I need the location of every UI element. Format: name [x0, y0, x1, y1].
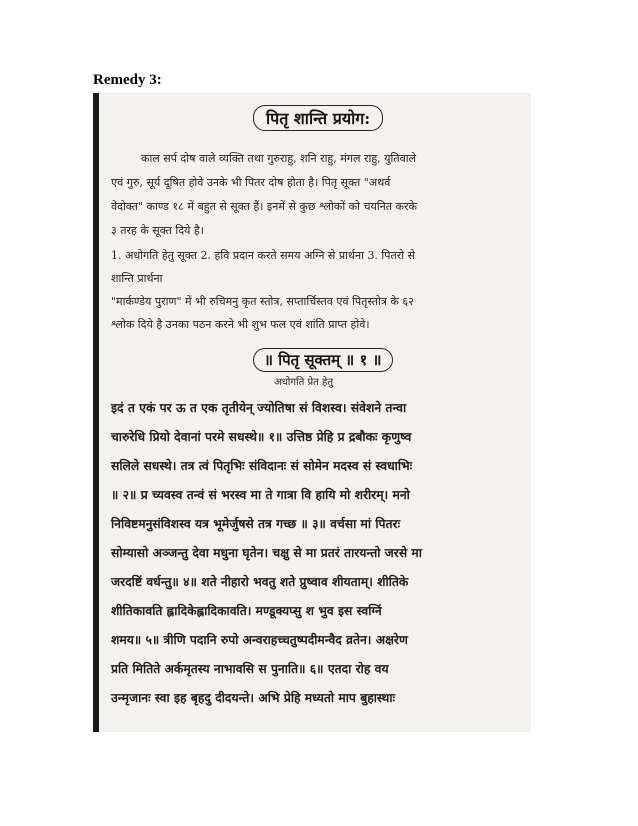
intro-line: एवं गुरु, सूर्य दूषित होवे उनके भी पितर दोष होता है। पितृ सूक्त "अथर्व [111, 176, 391, 189]
verse-line: सलिले सधस्थे। तत्र त्वं पितृभिः संविदानः सं सोमेन मदस्व सं स्वधाभिः [111, 458, 413, 473]
verse-line: शीतिकावति ह्लादिकेह्लादिकावति। मण्डूक्यप्सु श भुव इस स्वग्निं [111, 603, 382, 618]
verse-line: इदं त एकं पर ऊ त एक तृतीयेन् ज्योतिषा सं विशस्व। संवेशने तन्वा [111, 400, 407, 415]
intro-line: श्लोक दिये है उनका पठन करने भी शुभ फल एवं शांति प्राप्त होवे। [111, 318, 370, 331]
intro-line: काल सर्प दोष वाले व्यक्ति तथा गुरुराहु, शनि राहु, मंगल राहु, युतिवाले [141, 152, 417, 165]
verse-line: निविष्टमनुसंविशस्व यत्र भूमेर्जुषसे तत्र गच्छ ॥ ३॥ वर्चसा मां पितरः [111, 516, 401, 531]
verse-line: ॥ २॥ प्र च्यवस्व तन्वं सं भरस्व मा ते गात्रा वि हायि मो शरीरम्। मनो [111, 487, 410, 502]
intro-line: ३ तरह के सूक्त दिये है। [111, 224, 204, 237]
intro-line: 1. अधोगति हेतु सूक्त 2. हवि प्रदान करते समय अग्नि से प्रार्थना 3. पितरो से [111, 249, 416, 262]
verse-line: प्रति मितिते अर्कमृतस्य नाभावसि स पुनाति॥ ६॥ एतदा रोह वय [111, 661, 389, 676]
verse-line: जरदष्टिं वर्धन्तु॥ ४॥ शते नीहारो भवतु शते प्रुष्वाव शीयताम्। शीतिके [111, 574, 409, 589]
page-title: पितृ शान्ति प्रयोग: [253, 105, 383, 131]
section-subtitle: अधोगति प्रेत हेतु [274, 377, 334, 388]
remedy-heading: Remedy 3: [93, 72, 162, 88]
page-binding-edge [93, 93, 99, 732]
section-title: ॥ पितृ सूक्तम् ॥ १ ॥ [253, 348, 393, 372]
verse-line: सोम्यासो अञ्जन्तु देवा मधुना घृतेन। चक्षु से मा प्रतरं तारयन्तो जरसे मा [111, 545, 422, 560]
scanned-page [93, 93, 531, 732]
intro-line: वेदोक्त" काण्ड १८ में बहुत से सूक्त हैं। इनमें से कुछ श्लोकों को चयनित करके [111, 200, 417, 213]
verse-line: चारुरेधि प्रियो देवानां परमे सधस्थे॥ १॥ उत्तिष्ठ प्रेहि प्र द्रबौकः कृणुष्व [111, 429, 412, 444]
intro-line: "मार्कण्डेय पुराण" में भी रुचिमनु कृत स्तोत्र, सप्तार्चिस्तव एवं पितृस्तोत्र के ६२ [111, 295, 414, 308]
intro-line: शान्ति प्रार्थना [111, 272, 163, 285]
verse-line: उन्मृजानः स्वा इह बृहदु दीदयन्ते। अभि प्रेहि मध्यतो माप बुहास्थाः [111, 690, 396, 705]
verse-line: शमय॥ ५॥ त्रीणि पदानि रुपो अन्वराहच्चतुष्पदीमन्वैद व्रतेन। अक्षरेण [111, 632, 408, 647]
